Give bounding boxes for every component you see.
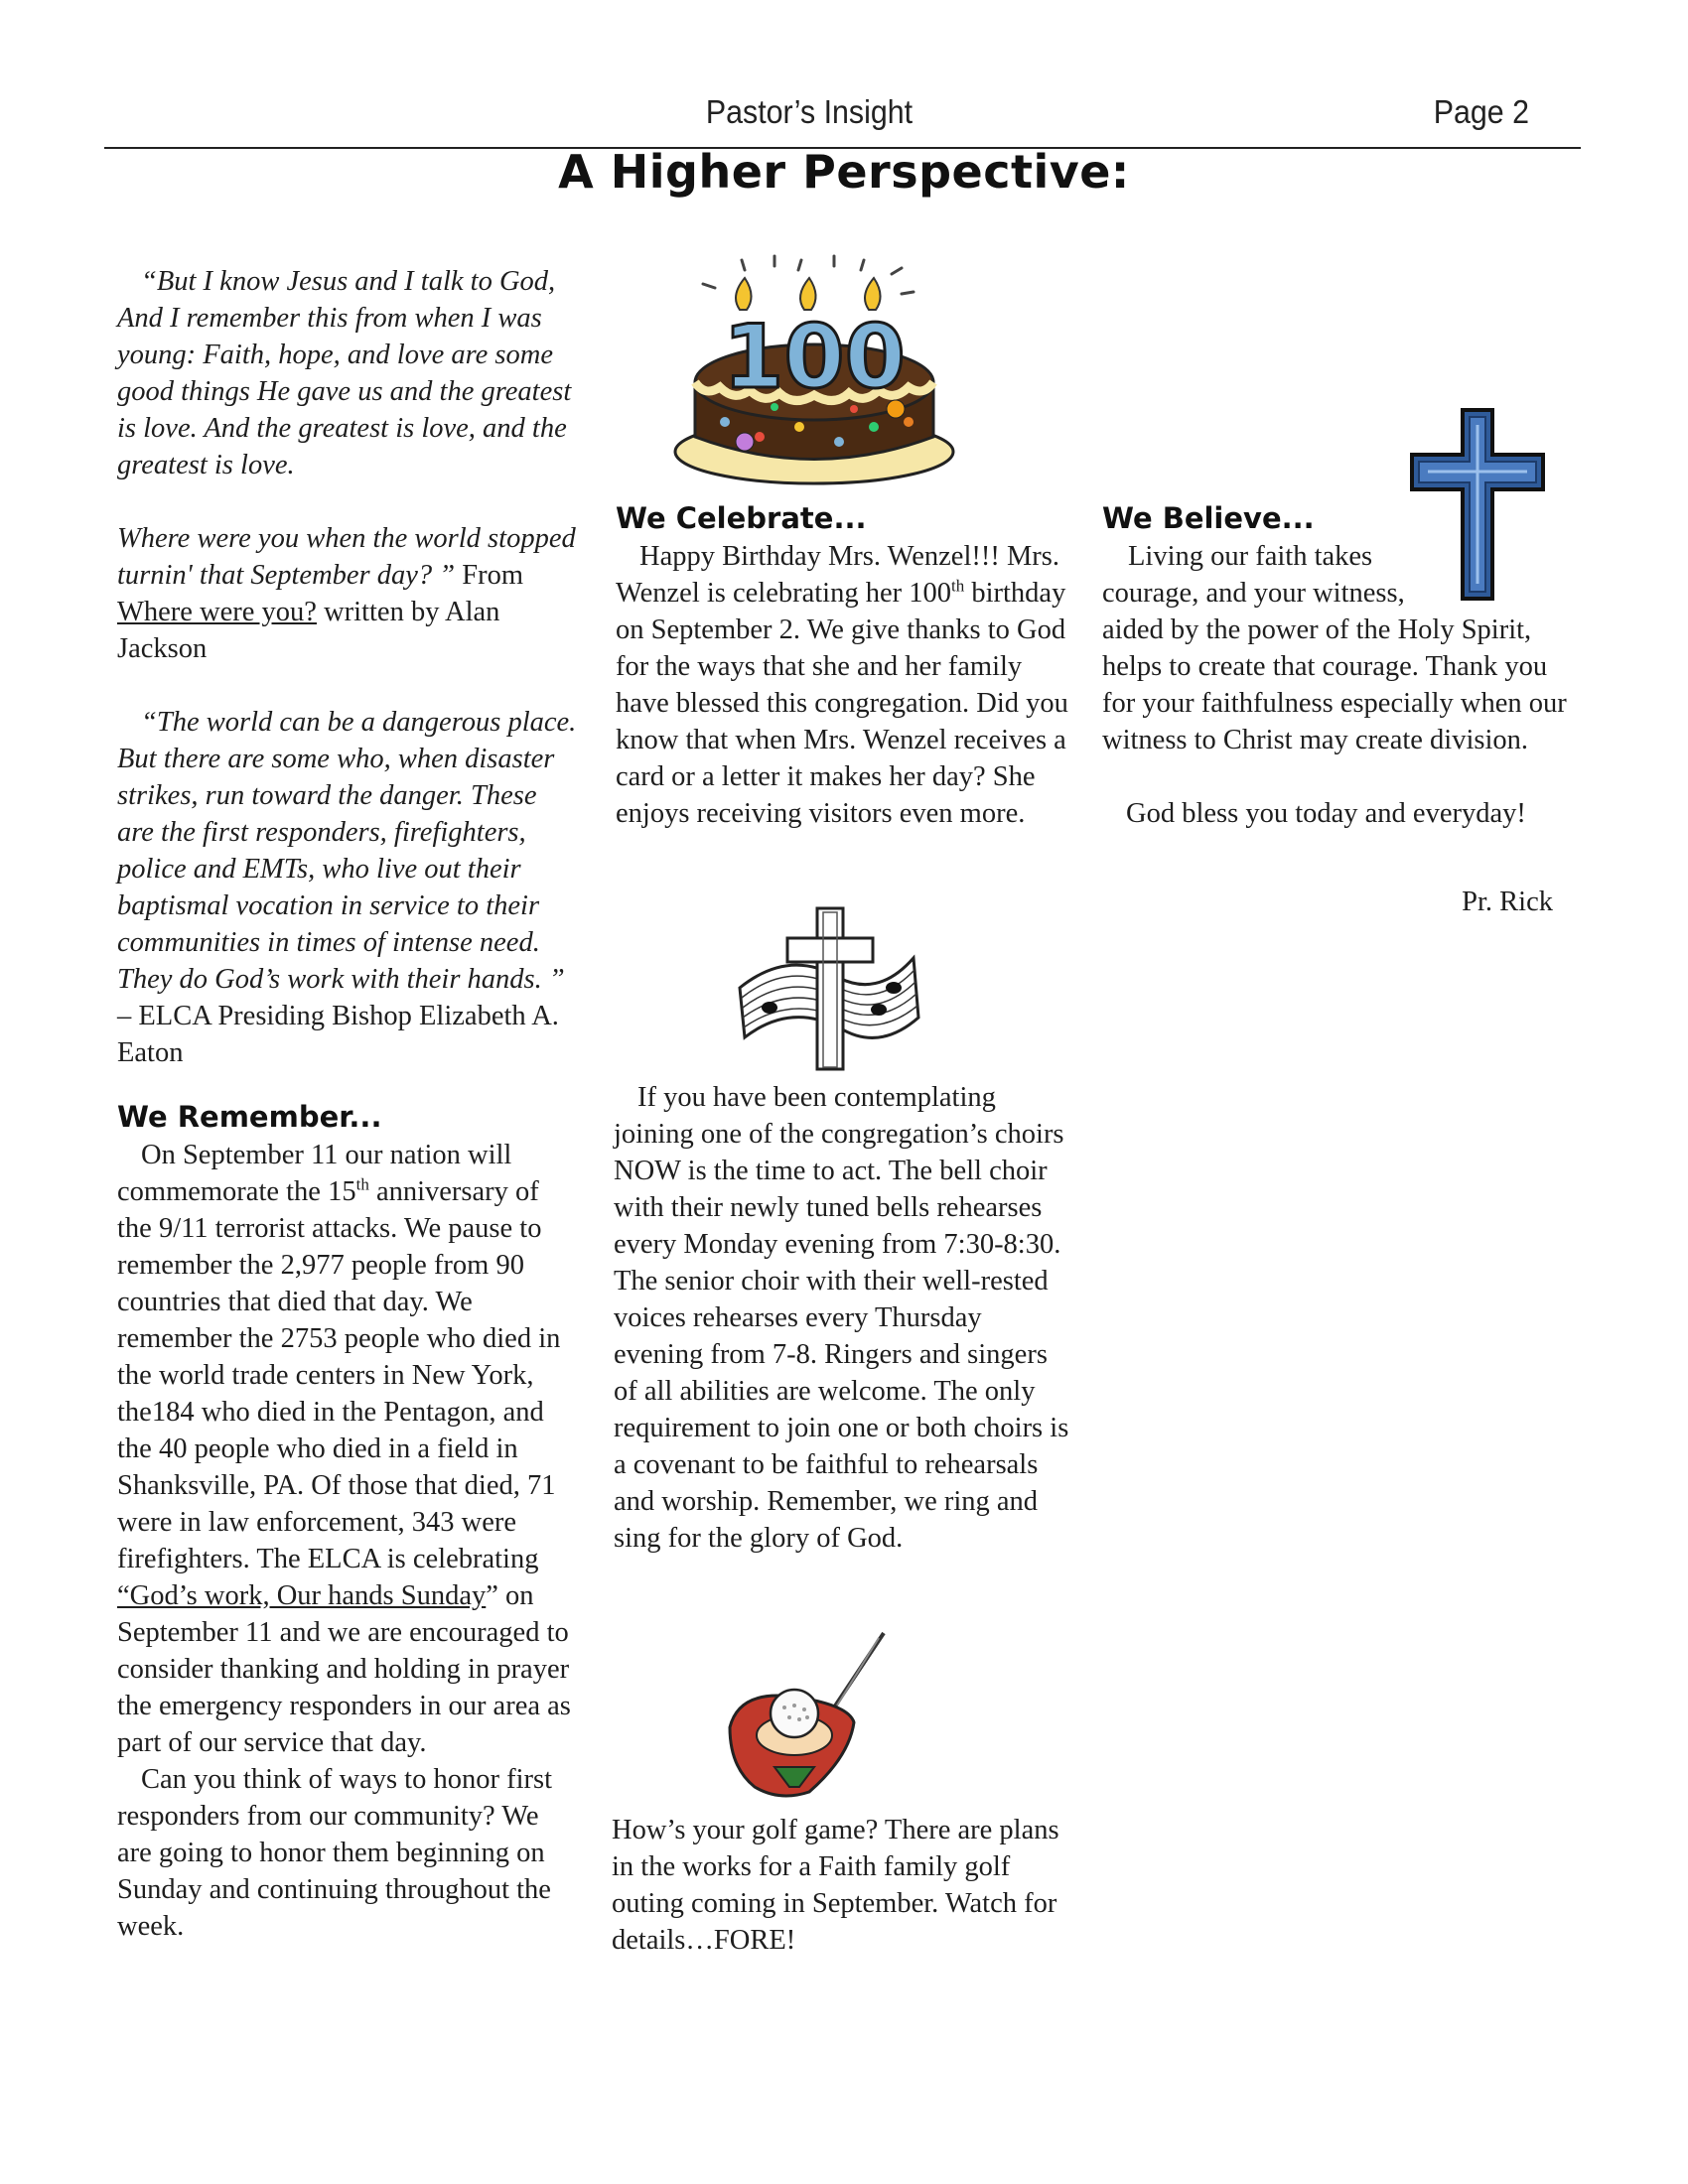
header-title: Pastor’s Insight (705, 93, 914, 130)
believe-text: Living our faith takes courage, and your witness, aided by the power of the Holy Spirit, helps to create that courage. Thank you for your faithfulness especially when our witness to Christ may create division. (1102, 541, 1567, 755)
gods-work-link[interactable]: “God’s work, Our hands Sunday (117, 1580, 487, 1611)
quote-where-were-you-text: Where were you when the world stopped turnin' that September day? ” (117, 523, 576, 591)
page-number: Page 2 (1433, 93, 1529, 130)
we-remember-paragraph (117, 1137, 579, 1761)
signature: Pr. Rick (1462, 887, 1553, 917)
birthday-cake-icon (665, 248, 963, 496)
we-celebrate-heading: We Celebrate... (616, 501, 867, 535)
we-believe-paragraph (1102, 538, 1569, 758)
choir-section (614, 1079, 1070, 1557)
remember-text-a: On September 11 our nation will commemorate the 15 (117, 1140, 512, 1207)
we-celebrate-paragraph (616, 538, 1072, 832)
quote-faith-hope-love: “But I know Jesus and I talk to God, And I remember this from when I was young: Faith, hope, and love are some good things He gave us and the greatest is love. And the greatest is love, and the greatest is love. (117, 266, 572, 480)
page-title: A Higher Perspective: (558, 145, 1130, 199)
golf-paragraph: How’s your golf game? There are plans in the works for a Faith family golf outing coming in September. Watch for details…FORE! (612, 1815, 1059, 1956)
cake-number: 100 (723, 306, 906, 408)
choir-paragraph: If you have been contemplating joining one of the congregation’s choirs NOW is the time to act. The bell choir with their newly tuned bells rehearses every Monday evening from 7:30-8:30. The senior choir with their well-rested voices rehearses every Thursday evening from 7-8. Ringers and singers of all abilities are welcome. The only requirement to join one or both choirs is a covenant to be faithful to rehearsals and worship. Remember, we ring and sing for the glory of God. (614, 1082, 1069, 1554)
attribution-prefix: From (462, 560, 524, 591)
remember-sup: th (355, 1174, 369, 1194)
quote-bishop-text: “The world can be a dangerous place. But there are some who, when disaster strikes, run toward the danger. These are the first responders, firefighters, police and EMTs, who live out their baptismal vocation in service to their communities in times of intense need. They do God’s work with their hands. ” (117, 707, 577, 995)
blessing-text: God bless you today and everyday! (1126, 798, 1526, 829)
honor-responders-paragraph: Can you think of ways to honor first responders from our community? We are going to honor them beginning on Sunday and continuing throughout the week. (117, 1764, 553, 1942)
right-column (1102, 498, 1569, 920)
remember-text-b: anniversary of the 9/11 terrorist attacks. We pause to remember the 2,977 people from 90 countries that died that day. We remember the 2753 people who died in the world trade centers in New York, the184 who died in the Pentagon, and the 40 people who died in a field in Shanksville, PA. Of those that died, 71 were in law enforcement, 343 were firefighters. The ELCA is celebrating (117, 1176, 561, 1574)
song-title-link[interactable]: Where were you? (117, 597, 317, 627)
cross-music-icon (730, 888, 928, 1072)
celebrate-sup: th (950, 576, 965, 596)
celebrate-text-a: Happy Birthday Mrs. Wenzel!!! Mrs. Wenzel is celebrating her 100 (616, 541, 1060, 609)
we-remember-heading: We Remember... (117, 1100, 382, 1134)
we-believe-heading: We Believe... (1102, 501, 1315, 535)
remember-text-c: ” on September 11 and we are encouraged to consider thanking and holding in prayer the emergency responders in our area as part of our service that day. (117, 1580, 571, 1758)
middle-column (616, 498, 1072, 832)
quote-bishop (117, 704, 579, 1071)
golf-ball-club-icon (720, 1628, 899, 1802)
golf-section (612, 1812, 1078, 1959)
celebrate-text-b: birthday on September 2. We give thanks to God for the ways that she and her family have blessed this congregation. Did you know that when Mrs. Wenzel receives a card or a letter it makes her day? She enjoys receiving visitors even more. (616, 578, 1068, 829)
quote-bishop-attribution: – ELCA Presiding Bishop Elizabeth A. Eaton (117, 1001, 559, 1068)
attribution-suffix: written by Alan Jackson (117, 597, 500, 664)
left-column (117, 263, 579, 1945)
quote-where-were-you (117, 520, 579, 667)
